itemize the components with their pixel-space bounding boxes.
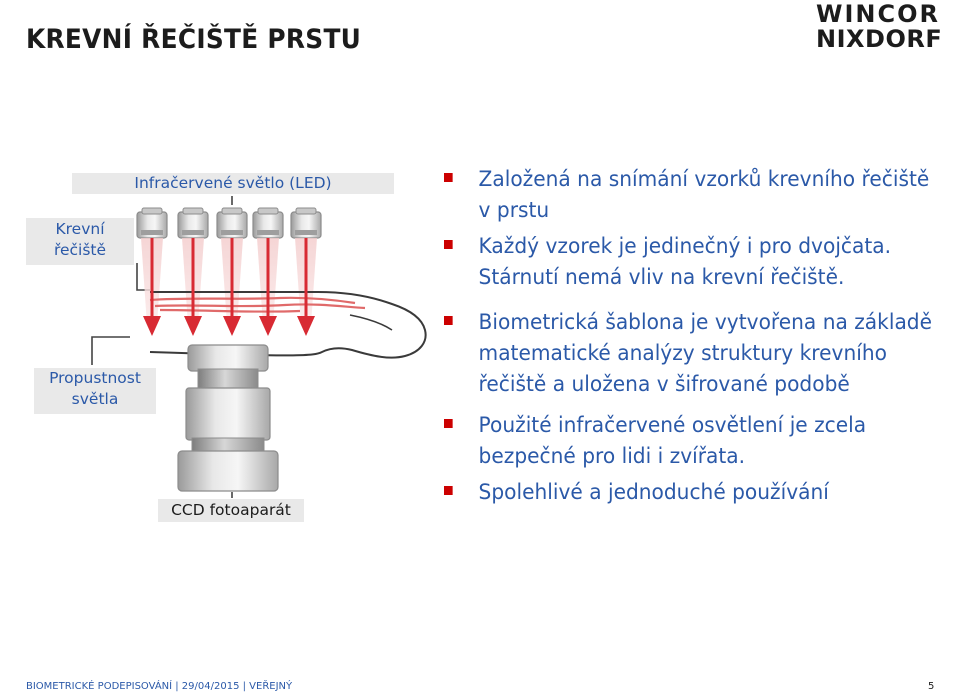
slide-title: KREVNÍ ŘEČIŠTĚ PRSTU [26,24,362,55]
page-number: 5 [928,681,935,692]
bullet-square-icon [444,173,453,182]
bullet-square-icon [444,486,453,495]
footer-text: BIOMETRICKÉ PODEPISOVÁNÍ | 29/04/2015 | VEŘEJNÝ [26,681,293,692]
led-bulb [178,208,208,238]
label-blood-vessels [26,218,134,265]
bullet-item [444,164,934,226]
label-infrared-led: Infračervené světlo (LED) [72,173,394,194]
led-bulb [253,208,283,238]
label-blood-line-2: řečiště [53,241,107,259]
logo-line-1: WINCOR [816,0,940,28]
bullet-item [444,231,934,293]
led-bulb [291,208,321,238]
bullet-item [444,307,934,400]
led-bulb [217,208,247,238]
label-blood-line-1: Krevní [55,220,105,238]
bullet-square-icon [444,419,453,428]
logo-line-2: NIXDORF [816,25,943,53]
bullet-text: Použité infračervené osvětlení je zcela bezpečné pro lidi i zvířata. [478,413,867,468]
bullet-item [444,410,934,472]
label-transmission-line-2: světla [71,390,119,408]
bullet-text: Spolehlivé a jednoduché používání [478,480,829,504]
bullet-square-icon [444,316,453,325]
bullet-text: Založená na snímání vzorků krevního řečiště v prstu [478,167,930,222]
ccd-camera [178,345,278,491]
label-light-transmission [34,368,156,414]
led-bulb [137,208,167,238]
blood-vessels [150,298,365,312]
bullet-text: Biometrická šablona je vytvořena na základě matematické analýzy struktury krevního řečiště a uložena v šifrované podobě [478,310,932,396]
bullet-text: Každý vzorek je jedinečný i pro dvojčata. Stárnutí nemá vliv na krevní řečiště. [478,234,892,289]
led-bulbs [137,208,321,238]
label-transmission-line-1: Propustnost [49,369,141,387]
bullet-square-icon [444,240,453,249]
bullet-item [444,477,934,508]
label-ccd-camera: CCD fotoaparát [158,499,304,522]
bullet-list [444,164,954,508]
finger-skin-fold [350,315,392,330]
